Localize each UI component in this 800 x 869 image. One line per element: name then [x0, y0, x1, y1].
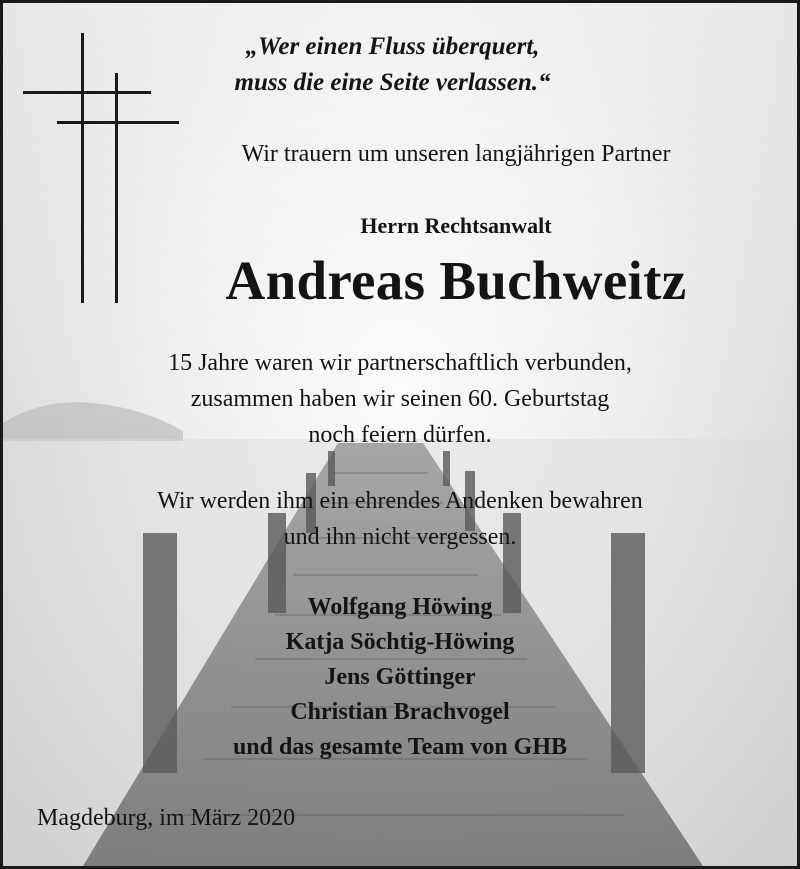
- body-line-4: Wir werden ihm ein ehrendes Andenken bewahren: [157, 488, 643, 514]
- body-line-1: 15 Jahre waren wir partnerschaftlich verbunden,: [168, 350, 632, 376]
- body-line-2: zusammen haben wir seinen 60. Geburtstag: [190, 386, 610, 412]
- deceased-name: Andreas Buchweitz: [225, 250, 687, 311]
- signer-1: Wolfgang Höwing: [307, 594, 493, 620]
- body-line-5: und ihn nicht vergessen.: [283, 524, 517, 550]
- signer-3: Jens Göttinger: [324, 664, 476, 690]
- signer-2: Katja Söchtig-Höwing: [285, 629, 515, 655]
- place-date: Magdeburg, im März 2020: [37, 805, 296, 831]
- quote-line-2: muss die eine Seite verlassen.“: [234, 69, 551, 96]
- signer-4: Christian Brachvogel: [290, 699, 510, 725]
- honorific: Herrn Rechtsanwalt: [360, 213, 552, 238]
- quote-line-1: „Wer einen Fluss überquert,: [245, 33, 540, 60]
- signer-5: und das gesamte Team von GHB: [232, 734, 568, 760]
- body-line-3: noch feiern dürfen.: [308, 422, 492, 448]
- intro-text: Wir trauern um unseren langjährigen Partner: [241, 141, 671, 167]
- notice-text: [3, 3, 797, 866]
